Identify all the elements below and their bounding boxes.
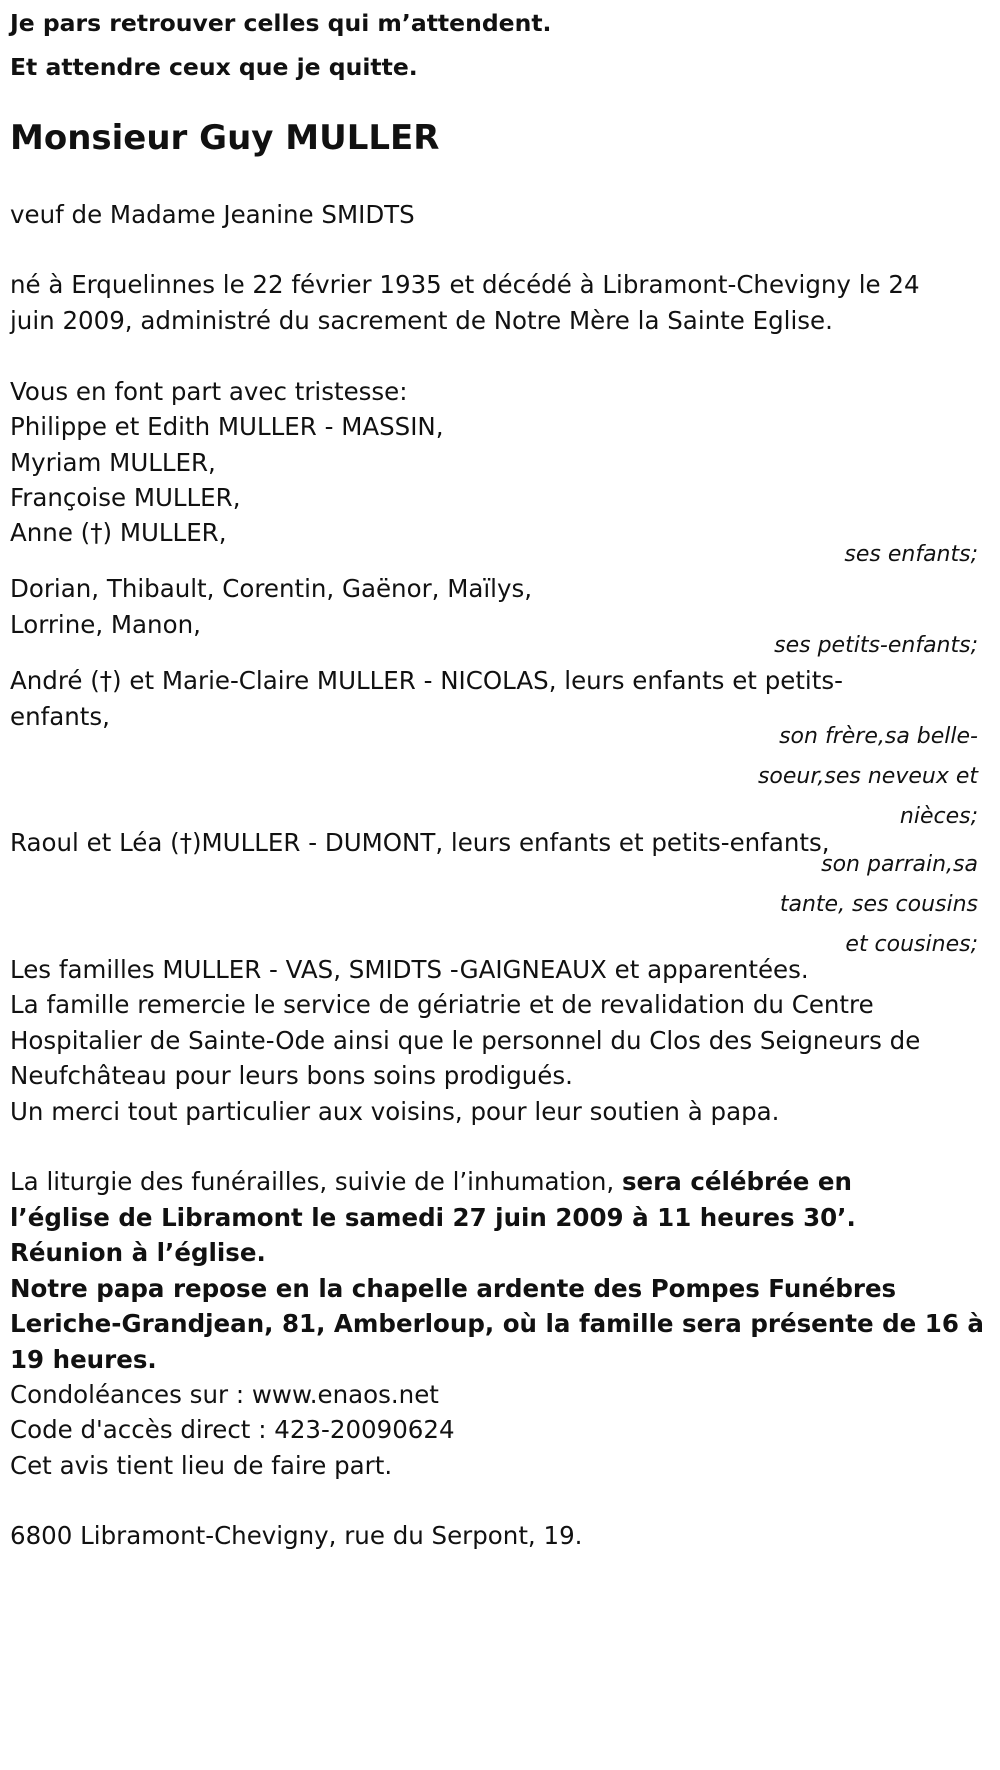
address-line: 6800 Libramont-Chevigny, rue du Serpont, 19. [10,1521,583,1550]
thanks-line-3: Neufchâteau pour leurs bons soins prodigués. [10,1061,573,1090]
birth-death-line-1: né à Erquelinnes le 22 février 1935 et décédé à Libramont-Chevigny le 24 [10,270,920,299]
funeral-line-1 [10,1167,852,1197]
thanks-line-4: Un merci tout particulier aux voisins, pour leur soutien à papa. [10,1097,780,1126]
condolences-line: Condoléances sur : www.enaos.net [10,1380,439,1409]
funeral-line-4: Notre papa repose en la chapelle ardente des Pompes Funébres [10,1274,897,1303]
child-1: Philippe et Edith MULLER - MASSIN, [10,412,444,441]
obituary-notice [10,0,990,1770]
grandchildren-role: ses petits-enfants; [774,633,978,658]
funeral-line-6: 19 heures. [10,1345,157,1374]
epigraph-line-1: Je pars retrouver celles qui m’attendent. [10,9,552,37]
funeral-line-2: l’église de Libramont le samedi 27 juin 2009 à 11 heures 30’. [10,1203,856,1232]
funeral-line-1-plain: La liturgie des funérailles, suivie de l’inhumation, [10,1167,622,1196]
birth-death-line-2: juin 2009, administré du sacrement de Notre Mère la Sainte Eglise. [10,306,833,335]
children-role: ses enfants; [844,542,978,567]
access-code-line: Code d'accès direct : 423-20090624 [10,1415,455,1444]
brother-line-2: enfants, [10,702,110,731]
child-3: Françoise MULLER, [10,483,241,512]
grandchildren-line-2: Lorrine, Manon, [10,610,201,639]
child-4: Anne (†) MULLER, [10,518,227,547]
brother-line-1: André (†) et Marie-Claire MULLER - NICOLAS, leurs enfants et petits- [10,666,843,695]
notice-line: Cet avis tient lieu de faire part. [10,1451,393,1480]
announcement-intro: Vous en font part avec tristesse: [10,377,408,406]
spouse-line: veuf de Madame Jeanine SMIDTS [10,200,415,229]
deceased-name: Monsieur Guy MULLER [10,118,440,158]
brother-role: son frère,sa belle-soeur,ses neveux et nièces; [757,724,978,829]
grandchildren-line-1: Dorian, Thibault, Corentin, Gaënor, Maïlys, [10,574,533,603]
godfather-role: son parrain,sa tante, ses cousins et cousines; [779,852,978,957]
funeral-line-3: Réunion à l’église. [10,1238,266,1267]
funeral-line-5: Leriche-Grandjean, 81, Amberloup, où la famille sera présente de 16 à [10,1309,984,1338]
thanks-line-2: Hospitalier de Sainte-Ode ainsi que le personnel du Clos des Seigneurs de [10,1026,921,1055]
thanks-line-1: La famille remercie le service de gériatrie et de revalidation du Centre [10,990,874,1019]
godfather-line: Raoul et Léa (†)MULLER - DUMONT, leurs enfants et petits-enfants, [10,828,830,857]
child-2: Myriam MULLER, [10,448,216,477]
funeral-line-1-bold: sera célébrée en [621,1167,852,1196]
epigraph-line-2: Et attendre ceux que je quitte. [10,53,418,81]
families-line: Les familles MULLER - VAS, SMIDTS -GAIGNEAUX et apparentées. [10,955,809,984]
